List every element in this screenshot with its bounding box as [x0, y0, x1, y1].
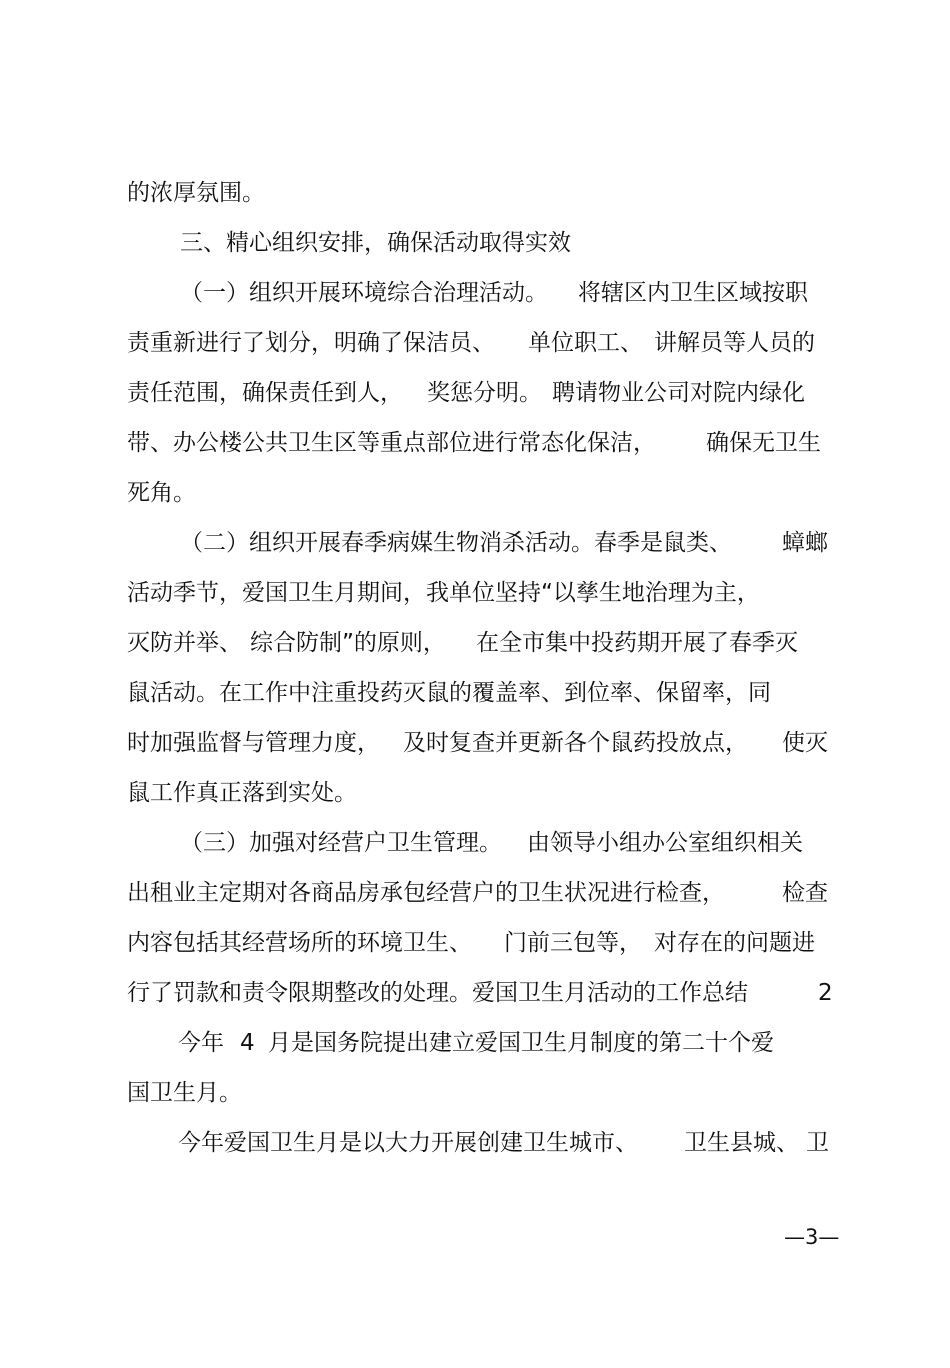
- text-line: [0, 468, 950, 518]
- text-line: [0, 818, 950, 868]
- text-segment: 及时复查并更新各个鼠药投放点，: [403, 730, 748, 756]
- text-segment: （三）加强对经营户卫生管理。: [180, 830, 502, 856]
- text-line: [0, 268, 950, 318]
- text-segment: 将辖区内卫生区域按职: [578, 280, 808, 306]
- text-line: [0, 918, 950, 968]
- text-line: [0, 1018, 950, 1068]
- text-segment: （一）组织开展环境综合治理活动。: [180, 280, 548, 306]
- text-line: [0, 968, 950, 1018]
- text-segment: 死角。: [127, 480, 196, 506]
- text-segment: 国卫生月。: [127, 1080, 242, 1106]
- text-line: [0, 668, 950, 718]
- text-segment: 2: [818, 980, 833, 1006]
- section-heading: [0, 218, 950, 268]
- text-segment: 讲解员等人员的: [654, 330, 815, 356]
- text-segment: 月是国务院提出建立爱国卫生月制度的第二十个爱: [268, 1030, 774, 1056]
- text-segment: 今年: [178, 1030, 224, 1056]
- text-segment: 确保无卫生: [706, 430, 821, 456]
- text-segment: 检查: [782, 880, 828, 906]
- text-segment: 带、办公楼公共卫生区等重点部位进行常态化保洁，: [127, 430, 656, 456]
- text-segment: 今年爱国卫生月是以大力开展创建卫生城市、: [178, 1130, 638, 1156]
- text-segment: 聘请物业公司对院内绿化: [552, 380, 805, 406]
- text-segment: 蟑螂: [782, 530, 828, 556]
- text-line: [0, 1068, 950, 1118]
- text-segment: 的浓厚氛围。: [127, 180, 265, 206]
- text-segment: 4: [240, 1030, 255, 1056]
- text-segment: 卫生县城、: [684, 1130, 799, 1156]
- text-segment: 出租业主定期对各商品房承包经营户的卫生状况进行检查，: [127, 880, 725, 906]
- text-segment: 责任范围，确保责任到人，: [127, 380, 403, 406]
- text-line: [0, 168, 950, 218]
- text-segment: 在全市集中投药期开展了春季灭: [476, 630, 798, 656]
- text-segment: 单位职工、: [528, 330, 643, 356]
- page-number: —3—: [784, 1225, 840, 1249]
- text-segment: 对存在的问题进: [654, 930, 815, 956]
- text-segment: （二）组织开展春季病媒生物消杀活动。春季是鼠类、: [180, 530, 732, 556]
- text-segment: 内容包括其经营场所的环境卫生、: [127, 930, 472, 956]
- text-segment: 时加强监督与管理力度，: [127, 730, 380, 756]
- text-line: [0, 868, 950, 918]
- text-line: [0, 718, 950, 768]
- text-segment: 卫: [806, 1130, 829, 1156]
- text-line: [0, 768, 950, 818]
- text-line: [0, 368, 950, 418]
- text-segment: 鼠工作真正落到实处。: [127, 780, 357, 806]
- text-segment: 行了罚款和责令限期整改的处理。爱国卫生月活动的工作总结: [127, 980, 748, 1006]
- text-segment: 使灭: [782, 730, 828, 756]
- text-segment: 责重新进行了划分，明确了保洁员、: [127, 330, 495, 356]
- text-line: [0, 1118, 950, 1168]
- text-line: [0, 518, 950, 568]
- text-segment: 综合防制”的原则，: [250, 630, 446, 656]
- text-line: [0, 568, 950, 618]
- text-line: [0, 618, 950, 668]
- text-segment: 三、精心组织安排，确保活动取得实效: [180, 230, 571, 256]
- text-segment: 活动季节，爱国卫生月期间，我单位坚持“以孳生地治理为主，: [127, 580, 760, 606]
- text-line: [0, 318, 950, 368]
- text-segment: 鼠活动。在工作中注重投药灭鼠的覆盖率、到位率、保留率，同: [127, 680, 771, 706]
- text-segment: 门前三包等，: [504, 930, 642, 956]
- text-segment: 奖惩分明。: [427, 380, 542, 406]
- text-line: [0, 418, 950, 468]
- text-segment: 灭防并举、: [127, 630, 242, 656]
- text-segment: 由领导小组办公室组织相关: [527, 830, 803, 856]
